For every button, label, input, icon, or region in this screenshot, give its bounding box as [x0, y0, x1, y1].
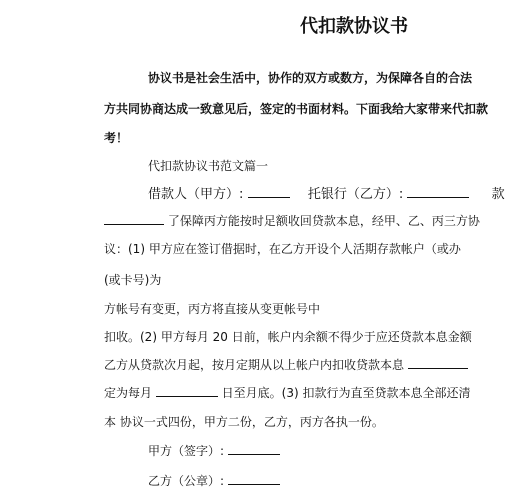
- clause-line-4: 方帐号有变更，丙方将直接从变更帐号中: [104, 302, 321, 316]
- sign-blank-a: [228, 443, 280, 455]
- clause-blank-6: [408, 357, 468, 369]
- sign-label-a: 甲方（签字）:: [148, 444, 225, 458]
- signature-line-b: [148, 473, 280, 489]
- clause-text-1: 了保障丙方能按时足额收回贷款本息，经甲、乙、丙三方协: [167, 214, 480, 228]
- sign-blank-b: [228, 473, 280, 485]
- clause-line-7: [104, 385, 471, 401]
- borrower-label: 借款人（甲方）:: [148, 187, 244, 202]
- bank-label: 托银行（乙方）:: [307, 187, 404, 202]
- intro-line-1: 协议书是社会生活中，协作的双方或数方，为保障各自的合法: [148, 71, 473, 85]
- clause-line-8: 本 协议一式四份，甲方二份，乙方，丙方各执一份。: [104, 415, 384, 429]
- bank-blank: [407, 186, 469, 198]
- clause-line-3: (或卡号)为: [104, 273, 162, 287]
- clause-line-6: [104, 357, 468, 373]
- sign-label-b: 乙方（公章）:: [148, 474, 225, 488]
- clause-line-5: 扣收。(2) 甲方每月 20 日前，帐户内余额不得少于应还贷款本息金额: [104, 330, 472, 344]
- section-heading: 代扣款协议书范文篇一: [148, 159, 269, 173]
- document-title: 代扣款协议书: [300, 16, 408, 37]
- money-label: 款: [491, 187, 505, 202]
- clause-text-6: 乙方从贷款次月起，按月定期从以上帐户内扣收贷款本息: [104, 358, 405, 372]
- intro-line-2: 方共同协商达成一致意见后，签定的书面材料。下面我给大家带来代扣款: [104, 102, 489, 116]
- borrower-blank: [248, 186, 290, 198]
- intro-line-3: 考！: [104, 131, 129, 145]
- parties-line: [148, 186, 505, 203]
- clause-blank-7: [156, 385, 218, 397]
- clause-blank-1: [104, 213, 164, 225]
- clause-text-7a: 定为每月: [104, 386, 153, 400]
- signature-line-a: [148, 443, 280, 459]
- clause-text-7b: 日至月底。(3) 扣款行为直至贷款本息全部还清: [221, 386, 471, 400]
- clause-line-1: [104, 213, 480, 229]
- clause-line-2: 议：(1) 甲方应在签订借据时，在乙方开设个人活期存款帐户（或办: [104, 242, 461, 256]
